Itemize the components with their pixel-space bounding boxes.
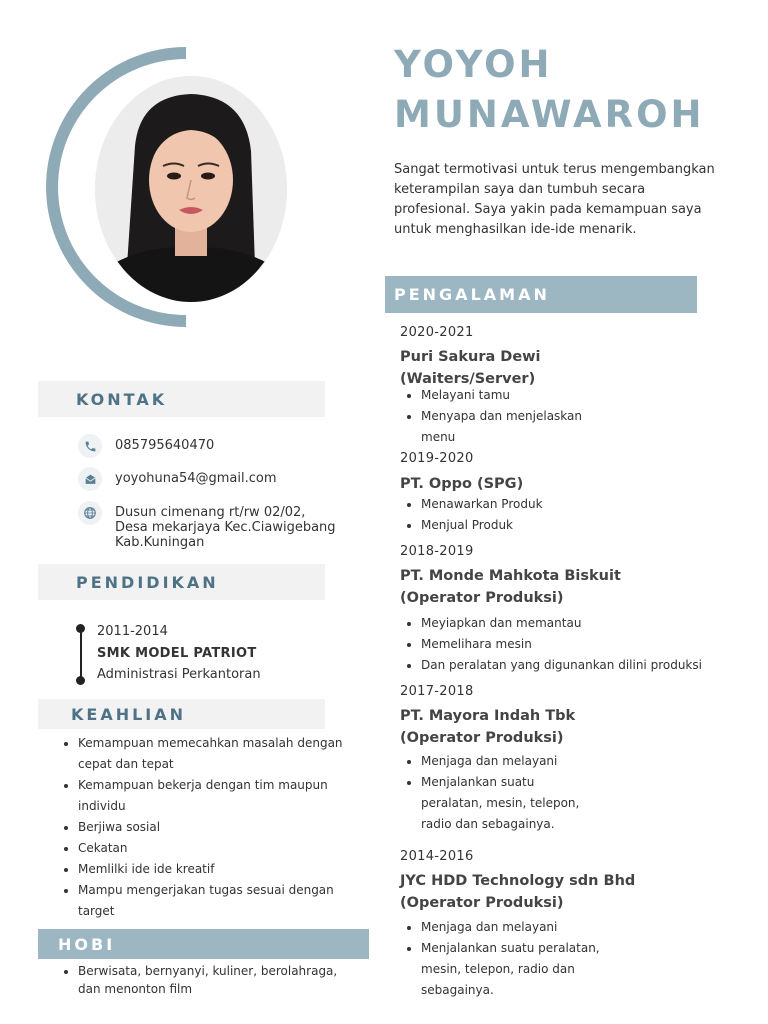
skill-item: • Mampu mengerjakan tugas sesuai dengan target: [78, 880, 348, 922]
job-company: PT. Monde Mahkota Biskuit (Operator Produksi): [400, 568, 621, 606]
globe-icon: [78, 501, 102, 525]
skill-item: • Memlilki ide ide kreatif: [78, 859, 348, 880]
contact-phone: [78, 438, 214, 458]
hobby-item: • Berwisata, bernyanyi, kuliner, berolahraga, dan menonton film: [78, 962, 358, 998]
first-name: YOYOH: [394, 43, 553, 86]
duty-item: • Dan peralatan yang digunankan dilini produksi: [421, 655, 751, 676]
email-address[interactable]: yoyohuna54@gmail.com: [115, 471, 277, 486]
contact-email: [78, 471, 277, 491]
job-year: 2018-2019: [400, 544, 474, 559]
duty-item: • Menjual Produk: [421, 515, 751, 536]
skill-item: • Berjiwa sosial: [78, 817, 348, 838]
education-year: 2011-2014: [97, 624, 168, 639]
skills-section-title: KEAHLIAN: [38, 699, 325, 729]
hobbies-list: [60, 962, 358, 998]
hobbies-section-title: HOBI: [38, 929, 369, 959]
contact-address: [78, 505, 336, 550]
job-company: Puri Sakura Dewi (Waiters/Server): [400, 349, 541, 387]
duty-item: • Meyiapkan dan memantau: [421, 613, 751, 634]
job-company: PT. Mayora Indah Tbk (Operator Produksi): [400, 708, 576, 746]
duty-item: • Menjaga dan melayani: [421, 751, 751, 772]
job-year: 2019-2020: [400, 451, 474, 466]
skill-item: • Cekatan: [78, 838, 348, 859]
timeline-line: [80, 628, 82, 680]
job-duties: [403, 385, 751, 448]
duty-item: • Menawarkan Produk: [421, 494, 751, 515]
job-company: PT. Oppo (SPG): [400, 476, 524, 492]
job-duties: [403, 494, 751, 536]
job-company: JYC HDD Technology sdn Bhd (Operator Produksi): [400, 873, 636, 911]
job-duties: [403, 917, 751, 1001]
profile-summary: Sangat termotivasi untuk terus mengembangkan keterampilan saya dan tumbuh secara profesional. Saya yakin pada kemampuan saya untuk menghasilkan ide-ide menarik.: [394, 162, 715, 237]
job-year: 2017-2018: [400, 684, 474, 699]
contact-section-title: KONTAK: [38, 381, 325, 417]
last-name: MUNAWAROH: [394, 93, 705, 136]
candidate-name: [394, 40, 705, 140]
skill-item: • Kemampuan memecahkan masalah dengan cepat dan tepat: [78, 733, 348, 775]
job-duties: [403, 613, 751, 676]
education-major: Administrasi Perkantoran: [97, 667, 261, 682]
duty-item: • Melayani tamu: [421, 385, 751, 406]
duty-item: • Memelihara mesin: [421, 634, 751, 655]
profile-photo: [95, 76, 287, 302]
experience-section-title: PENGALAMAN: [385, 276, 697, 313]
duty-item: • Menyapa dan menjelaskan menu: [421, 406, 751, 448]
home-address: Dusun cimenang rt/rw 02/02, Desa mekarjaya Kec.Ciawigebang Kab.Kuningan: [115, 505, 336, 550]
envelope-icon: [78, 467, 102, 491]
job-year: 2014-2016: [400, 849, 474, 864]
education-section-title: PENDIDIKAN: [38, 564, 325, 600]
duty-item: • Menjaga dan melayani: [421, 917, 751, 938]
skill-item: • Kemampuan bekerja dengan tim maupun individu: [78, 775, 348, 817]
education-school: SMK MODEL PATRIOT: [97, 646, 257, 661]
skills-list: [60, 733, 348, 922]
phone-icon: [78, 434, 102, 458]
job-duties: [403, 751, 751, 835]
timeline-dot: [76, 676, 85, 685]
duty-item: • Menjalankan suatu peralatan, mesin, telepon, radio dan sebagainya.: [421, 938, 751, 1001]
timeline-dot: [76, 624, 85, 633]
duty-item: • Menjalankan suatu peralatan, mesin, telepon, radio dan sebagainya.: [421, 772, 751, 835]
phone-number: 085795640470: [115, 438, 215, 453]
job-year: 2020-2021: [400, 325, 474, 340]
